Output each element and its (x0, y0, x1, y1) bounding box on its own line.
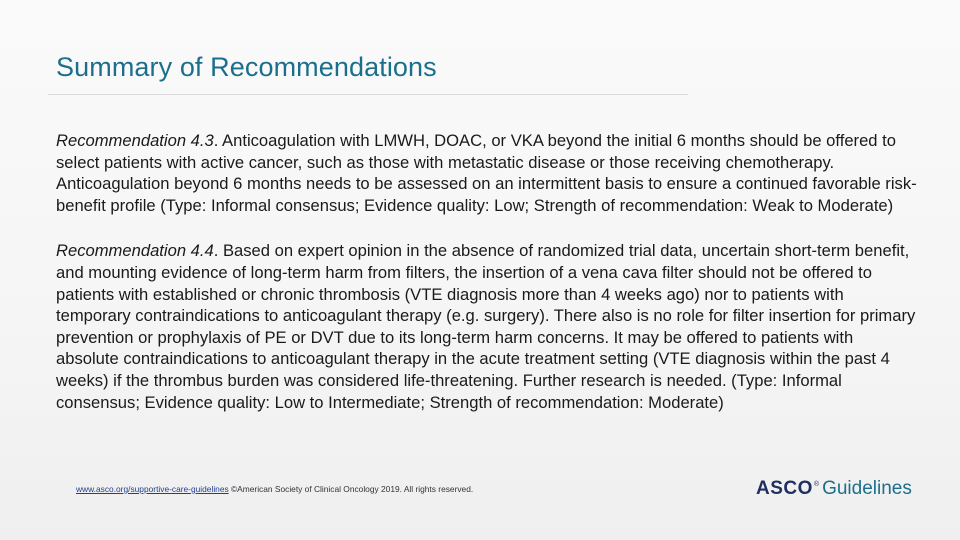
asco-guidelines-logo (756, 478, 912, 506)
recommendation-4-4 (56, 240, 918, 413)
recommendation-text: . Based on expert opinion in the absence of randomized trial data, uncertain short-term benefit, and mounting evidence of long-term harm from filters, the insertion of a vena cava filter should not be offered to patients with established or chronic thrombosis (VTE diagnosis more than 4 weeks ago) nor to patients with temporary contraindications to anticoagulant therapy (e.g. surgery). There also is no role for filter insertion for primary prevention or prophylaxis of PE or DVT due to its long-term harm concerns. It may be offered to patients with absolute contraindications to anticoagulant therapy in the acute treatment setting (VTE diagnosis within the past 4 weeks) if the thrombus burden was considered life-threatening. Further research is needed. (Type: Informal consensus; Evidence quality: Low to Intermediate; Strength of recommendation: Moderate) (56, 241, 916, 412)
logo-product: Guidelines (822, 478, 912, 499)
recommendation-label: Recommendation 4.4 (56, 241, 214, 261)
title-divider (48, 94, 688, 95)
logo-brand: ASCO (756, 478, 813, 499)
recommendation-4-3 (56, 130, 918, 216)
slide-title: Summary of Recommendations (56, 52, 437, 82)
logo-registered-mark: ® (813, 481, 820, 488)
recommendation-text: . Anticoagulation with LMWH, DOAC, or VKA beyond the initial 6 months should be offered to select patients with active cancer, such as those with metastatic disease or those receiving chemotherapy. Anticoagulation beyond 6 months needs to be assessed on an intermittent basis to ensure a continued favorable risk-benefit profile (Type: Informal consensus; Evidence quality: Low; Strength of recommendation: Weak to Moderate) (56, 131, 917, 215)
copyright-text: ©American Society of Clinical Oncology 2019. All rights reserved. (228, 484, 474, 494)
recommendations-body (56, 130, 918, 413)
recommendation-label: Recommendation 4.3 (56, 131, 214, 150)
footer (76, 484, 473, 494)
guidelines-link[interactable]: www.asco.org/supportive-care-guidelines (76, 484, 229, 494)
